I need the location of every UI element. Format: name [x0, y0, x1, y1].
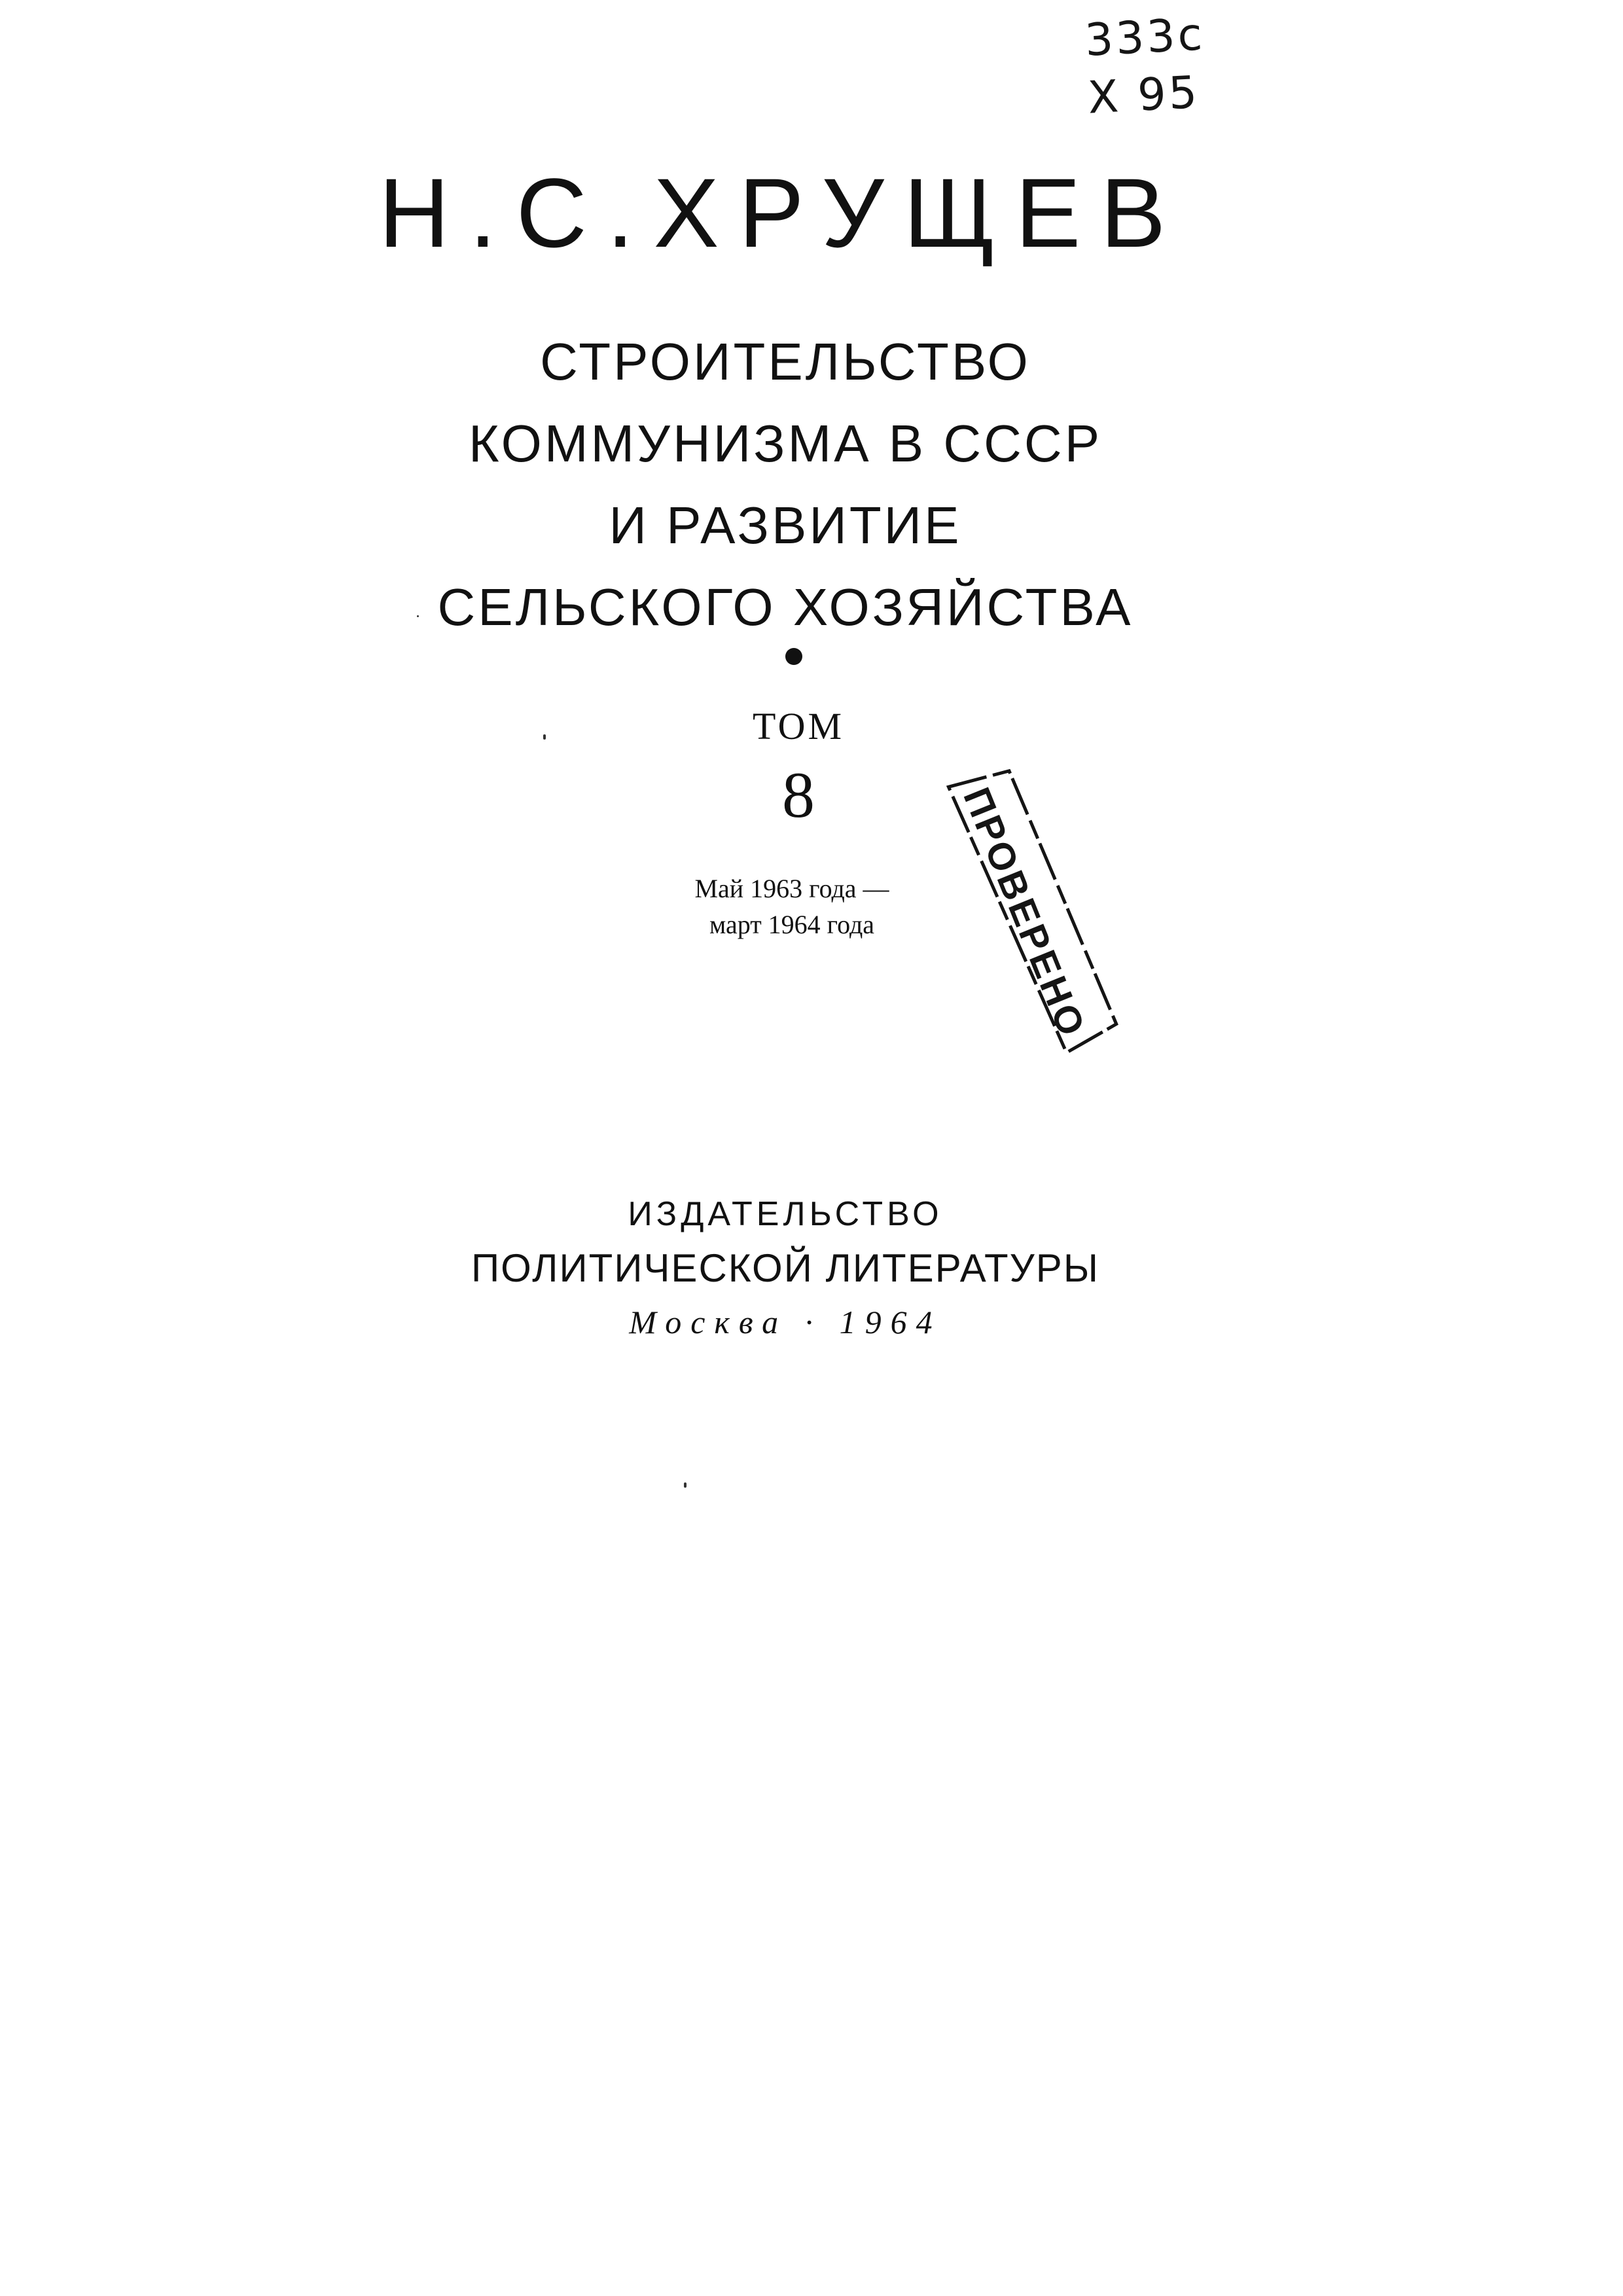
title-line-1: СТРОИТЕЛЬСТВО: [540, 332, 1031, 391]
publisher-name: ПОЛИТИЧЕСКОЙ ЛИТЕРАТУРЫ: [471, 1246, 1099, 1290]
shelf-mark: [1084, 9, 1209, 124]
bullet-ornament: [785, 648, 802, 665]
shelf-mark-line-2: Х 95: [1086, 66, 1201, 124]
date-range: [628, 870, 955, 942]
title-line-4: СЕЛЬСКОГО ХОЗЯЙСТВА: [437, 578, 1133, 636]
date-range-end: март 1964 года: [709, 910, 875, 939]
stamp-text: ПРОВЕРЕНО: [955, 781, 1094, 1045]
publisher-label: ИЗДАТЕЛЬСТВО: [628, 1195, 943, 1233]
title-line-2: КОММУНИЗМА В СССР: [468, 414, 1103, 473]
publication-place-year: Москва · 1964: [629, 1304, 942, 1340]
book-title: [380, 321, 1191, 648]
title-line-3: И РАЗВИТИЕ: [609, 496, 962, 554]
volume-label: ТОМ: [752, 705, 845, 747]
print-speck: [543, 734, 546, 740]
print-speck: [684, 1482, 687, 1488]
author-name: Н.С.ХРУЩЕВ: [378, 158, 1186, 268]
date-range-start: Май 1963 года —: [694, 874, 889, 903]
publisher-block: [419, 1188, 1152, 1348]
volume-number: 8: [782, 759, 815, 831]
shelf-mark-line-1: 333с: [1083, 9, 1206, 67]
print-speck: [417, 615, 419, 617]
